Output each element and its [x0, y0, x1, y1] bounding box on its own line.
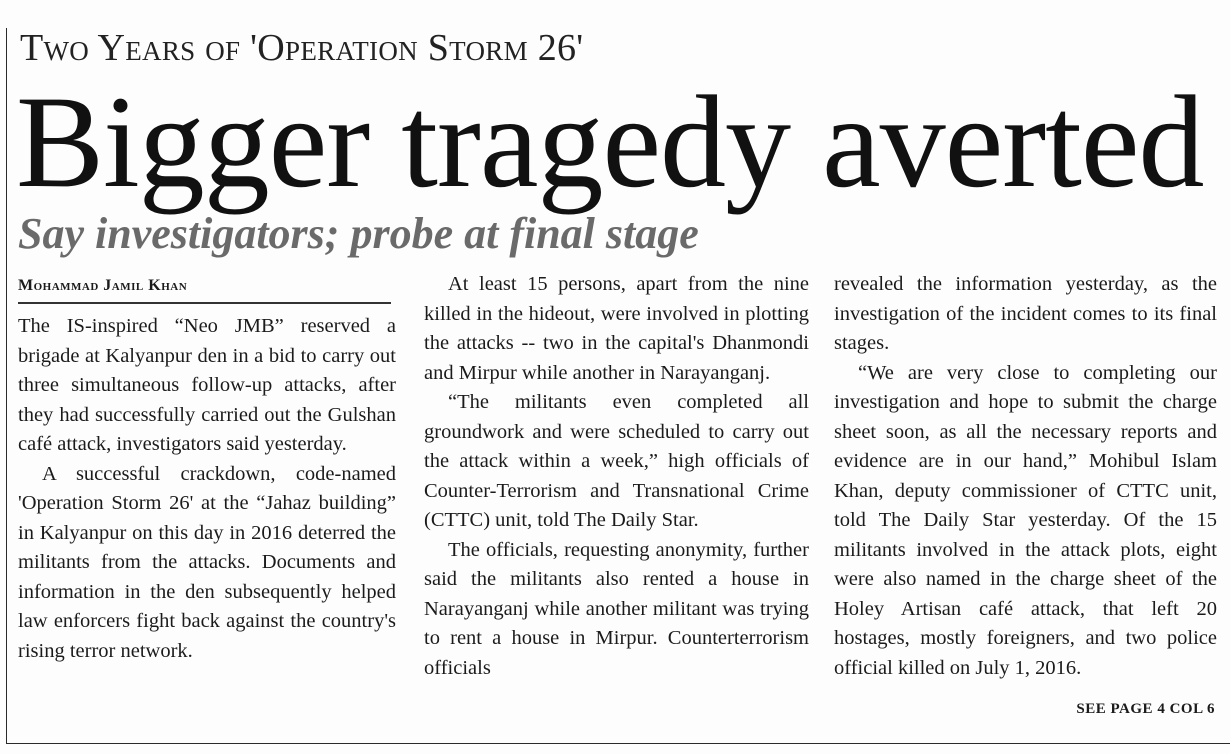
paragraph: The officials, requesting anonymity, further said the militants also rented a house in Narayanganj while another militant was trying to rent a house in Mirpur. Counterterrorism officials: [424, 538, 809, 679]
article-column-1: [18, 312, 396, 666]
byline-rule: [18, 302, 391, 304]
continuation-jump-line: SEE PAGE 4 COL 6: [1076, 701, 1215, 717]
article-column-3: [834, 270, 1217, 683]
paragraph: “The militants even completed all groundwork and were scheduled to carry out the attack within a week,” high officials of Counter-Terrorism and Transnational Crime (CTTC) unit, told The Daily Star.: [424, 391, 809, 531]
paragraph: “We are very close to completing our investigation and hope to submit the charge sheet soon, as all the necessary reports and evidence are in our hand,” Mohibul Islam Khan, deputy commissioner of CTTC unit, told The Daily Star yesterday. Of the 15 militants involved in the attack plots, eight were also named in the charge sheet of the Holey Artisan café attack, that left 20 hostages, mostly foreigners, and two police official killed on July 1, 2016.: [834, 361, 1217, 679]
paragraph: At least 15 persons, apart from the nine killed in the hideout, were involved in plotting the attacks -- two in the capital's Dhanmondi and Mirpur while another in Narayanganj.: [424, 273, 809, 384]
subheadline: Say investigators; probe at final stage: [18, 209, 699, 258]
article-column-2: [424, 270, 809, 683]
paragraph: The IS-inspired “Neo JMB” reserved a brigade at Kalyanpur den in a bid to carry out three simultaneous follow-up attacks, after they had successfully carried out the Gulshan café attack, investigators said yesterday.: [18, 315, 396, 455]
byline: Mohammad Jamil Khan: [18, 277, 188, 294]
kicker: Two Years of 'Operation Storm 26': [20, 27, 584, 69]
left-column-rule: [6, 28, 7, 744]
bottom-rule: [6, 743, 1230, 744]
paragraph: A successful crackdown, code-named 'Operation Storm 26' at the “Jahaz building” in Kalyanpur on this day in 2016 deterred the militants from the attacks. Documents and information in the den subsequently helped law enforcers fight back against the country's rising terror network.: [18, 462, 396, 662]
paragraph: revealed the information yesterday, as the investigation of the incident comes to its final stages.: [834, 273, 1217, 354]
headline: Bigger tragedy averted: [16, 68, 1204, 215]
